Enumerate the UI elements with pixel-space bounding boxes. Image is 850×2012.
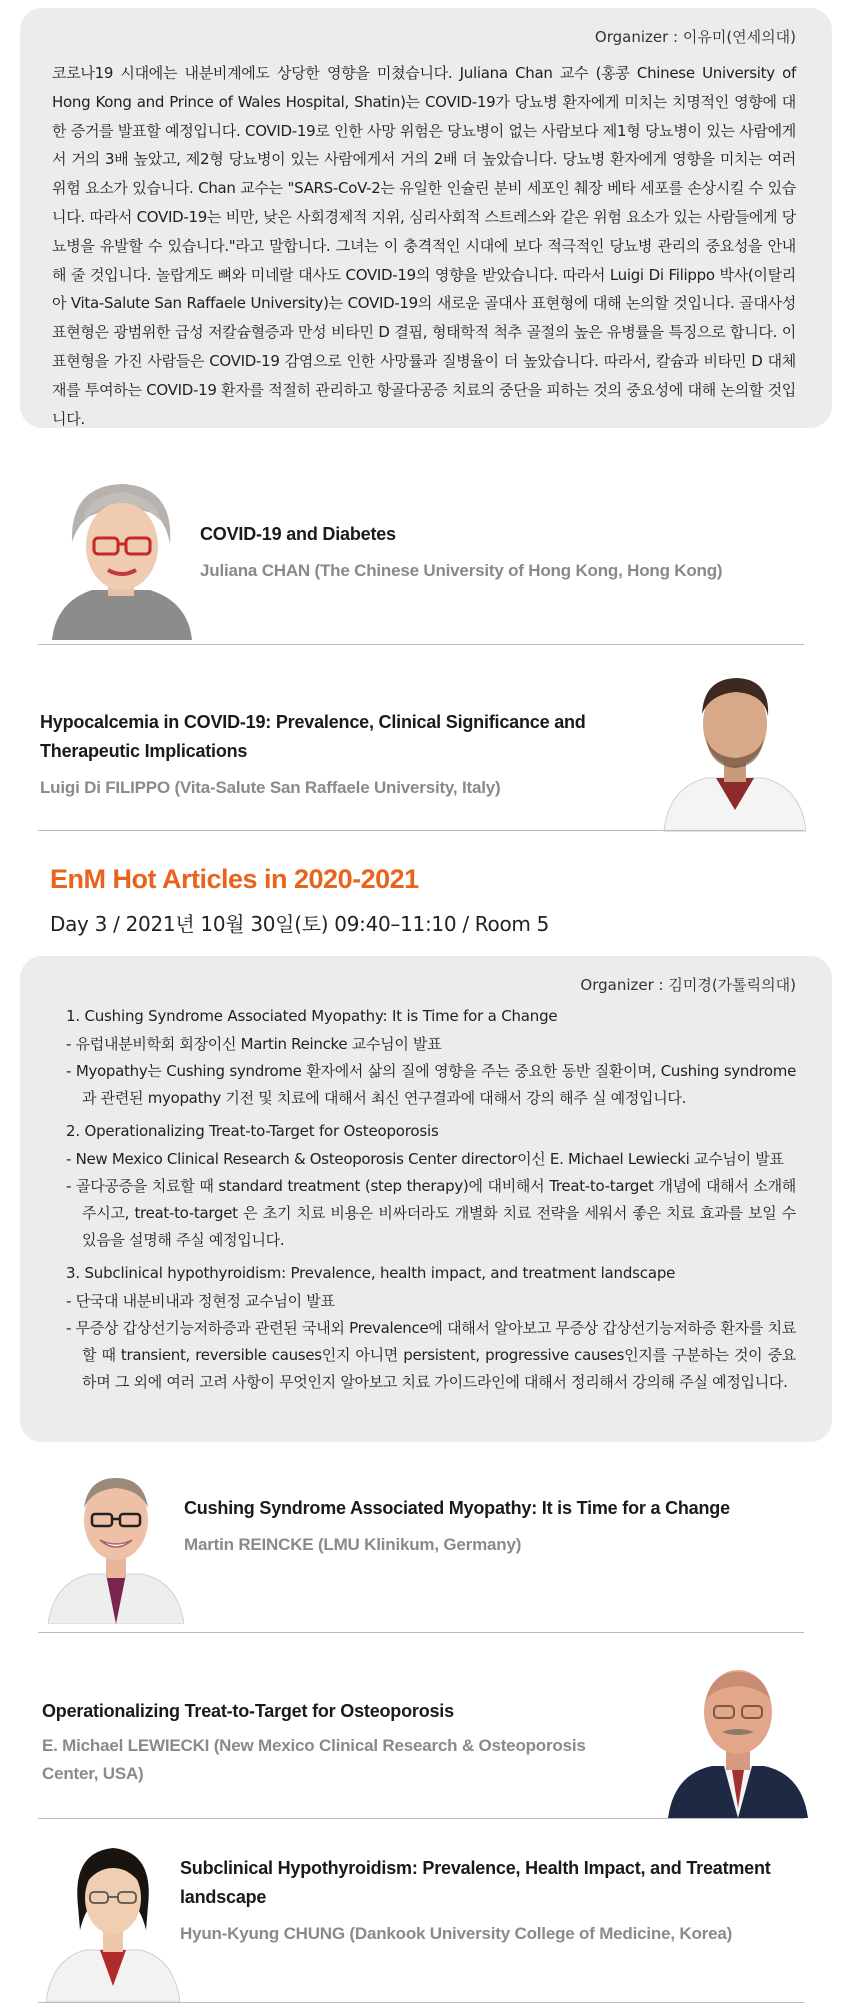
divider	[38, 830, 804, 831]
speaker-talk-title: COVID-19 and Diabetes	[200, 524, 396, 544]
speaker-affiliation: E. Michael LEWIECKI (New Mexico Clinical Research & Osteoporosis Center, USA)	[42, 1736, 586, 1783]
session-description: 코로나19 시대에는 내분비계에도 상당한 영향을 미쳤습니다. Juliana Chan 교수 (홍콩 Chinese University of Hong Kong and Prince of Wales Hospital, Shatin)는 COVID-19가 당뇨병 환자에게 미치는 치명적인 영향에 대한 증거를 발표할 예정입니다. COVID-19로 인한 사망 위험은 당뇨병이 없는 사람보다 제1형 당뇨병이 있는 사람에게서 거의 3배 높았고, 제2형 당뇨병이 있는 사람에게서 거의 2배 더 높았습니다. 당뇨병 환자에게 영향을 미치는 여러 위험 요소가 있습니다. Chan 교수는 "SARS-CoV-2는 유일한 인슐린 분비 세포인 췌장 베타 세포를 손상시킬 수 있습니다. 따라서 COVID-19는 비만, 낮은 사회경제적 지위, 심리사회적 스트레스와 같은 위험 요소가 있는 사람들에게 당뇨병을 유발할 수 있습니다."라고 말합니다. 그녀는 이 충격적인 시대에 보다 적극적인 당뇨병 관리의 중요성을 안내해 줄 것입니다. 놀랍게도 뼈와 미네랄 대사도 COVID-19의 영향을 받았습니다. 따라서 Luigi Di Filippo 박사(이탈리아 Vita-Salute San Raffaele University)는 COVID-19의 새로운 골대사 표현형에 대해 논의할 것입니다. 골대사성 표현형은 광범위한 급성 저칼슘혈증과 만성 비타민 D 결핍, 형태학적 척추 골절의 높은 유병률을 특징으로 합니다. 이 표현형을 가진 사람들은 COVID-19 감염으로 인한 사망률과 질병율이 더 높았습니다. 따라서, 칼슘과 비타민 D 대체재를 투여하는 COVID-19 환자를 적절히 관리하고 항골다공증 치료의 중단을 피하는 것의 중요성에 대해 논의할 것입니다.	[52, 64, 796, 428]
topic-bullet: - New Mexico Clinical Research & Osteoporosis Center director이신 E. Michael Lewiecki 교수님이 발표	[66, 1150, 784, 1168]
speaker-talk-title: Subclinical Hypothyroidism: Prevalence, Health Impact, and Treatment landscape	[180, 1858, 771, 1907]
divider	[38, 644, 804, 645]
speaker-affiliation: Luigi Di FILIPPO (Vita-Salute San Raffaele University, Italy)	[40, 778, 501, 797]
speaker-talk-title: Operationalizing Treat-to-Target for Osteoporosis	[42, 1701, 454, 1721]
session-description-box-2	[20, 956, 832, 1442]
topic-bullet: - 무증상 갑상선기능저하증과 관련된 국내외 Prevalence에 대해서 알아보고 무증상 갑상선기능저하증 환자를 치료할 때 transient, reversible causes인지 아니면 persistent, progressive causes인지를 구분하는 것이 중요하며 그 외에 여러 고려 사항이 무엇인지 알아보고 치료 가이드라인에 대해서 정리해서 강의해 주실 예정입니다.	[66, 1319, 796, 1391]
topic-bullet: - 유럽내분비학회 회장이신 Martin Reincke 교수님이 발표	[66, 1035, 442, 1053]
topic-bullet: - Myopathy는 Cushing syndrome 환자에서 삶의 질에 영향을 주는 중요한 동반 질환이며, Cushing syndrome 과 관련된 myopathy 기전 및 치료에 대해서 최신 연구결과에 대해서 강의 해주 실 예정입니다.	[66, 1062, 796, 1107]
section-title: EnM Hot Articles in 2020-2021	[50, 864, 419, 894]
speaker-photo-martin-reincke	[48, 1464, 184, 1624]
topic-title: 1. Cushing Syndrome Associated Myopathy: It is Time for a Change	[66, 1007, 558, 1025]
speaker-talk-title: Cushing Syndrome Associated Myopathy: It is Time for a Change	[184, 1498, 730, 1518]
organizer-label: Organizer : 김미경(가톨릭의대)	[580, 976, 796, 994]
divider	[38, 2002, 804, 2003]
topic-title: 3. Subclinical hypothyroidism: Prevalence, health impact, and treatment landscape	[66, 1264, 676, 1282]
topic-title: 2. Operationalizing Treat-to-Target for Osteoporosis	[66, 1122, 439, 1140]
session-description-box-1	[20, 8, 832, 428]
speaker-affiliation: Hyun-Kyung CHUNG (Dankook University College of Medicine, Korea)	[180, 1924, 733, 1943]
speaker-talk-title: Hypocalcemia in COVID-19: Prevalence, Clinical Significance and Therapeutic Implications	[40, 712, 586, 761]
divider	[38, 1818, 804, 1819]
speaker-photo-hyun-kyung-chung	[46, 1826, 180, 2002]
speaker-photo-juliana-chan	[42, 462, 200, 640]
speaker-affiliation: Juliana CHAN (The Chinese University of Hong Kong, Hong Kong)	[200, 561, 723, 580]
organizer-label: Organizer : 이유미(연세의대)	[594, 28, 796, 46]
topic-bullet: - 골다공증을 치료할 때 standard treatment (step therapy)에 대비해서 Treat-to-target 개념에 대해서 소개해 주시고, treat-to-target 은 초기 치료 비용은 비싸더라도 개별화 치료 전략을 세워서 좋은 치료 효과를 보일 수 있음을 설명해 주실 예정입니다.	[66, 1177, 796, 1249]
speaker-photo-luigi-di-filippo	[660, 660, 810, 832]
speaker-affiliation: Martin REINCKE (LMU Klinikum, Germany)	[184, 1535, 522, 1554]
speaker-photo-michael-lewiecki	[668, 1658, 808, 1818]
divider	[38, 1632, 804, 1633]
topic-bullet: - 단국대 내분비내과 정현정 교수님이 발표	[66, 1292, 335, 1310]
session-schedule: Day 3 / 2021년 10월 30일(토) 09:40–11:10 / Room 5	[50, 912, 550, 936]
